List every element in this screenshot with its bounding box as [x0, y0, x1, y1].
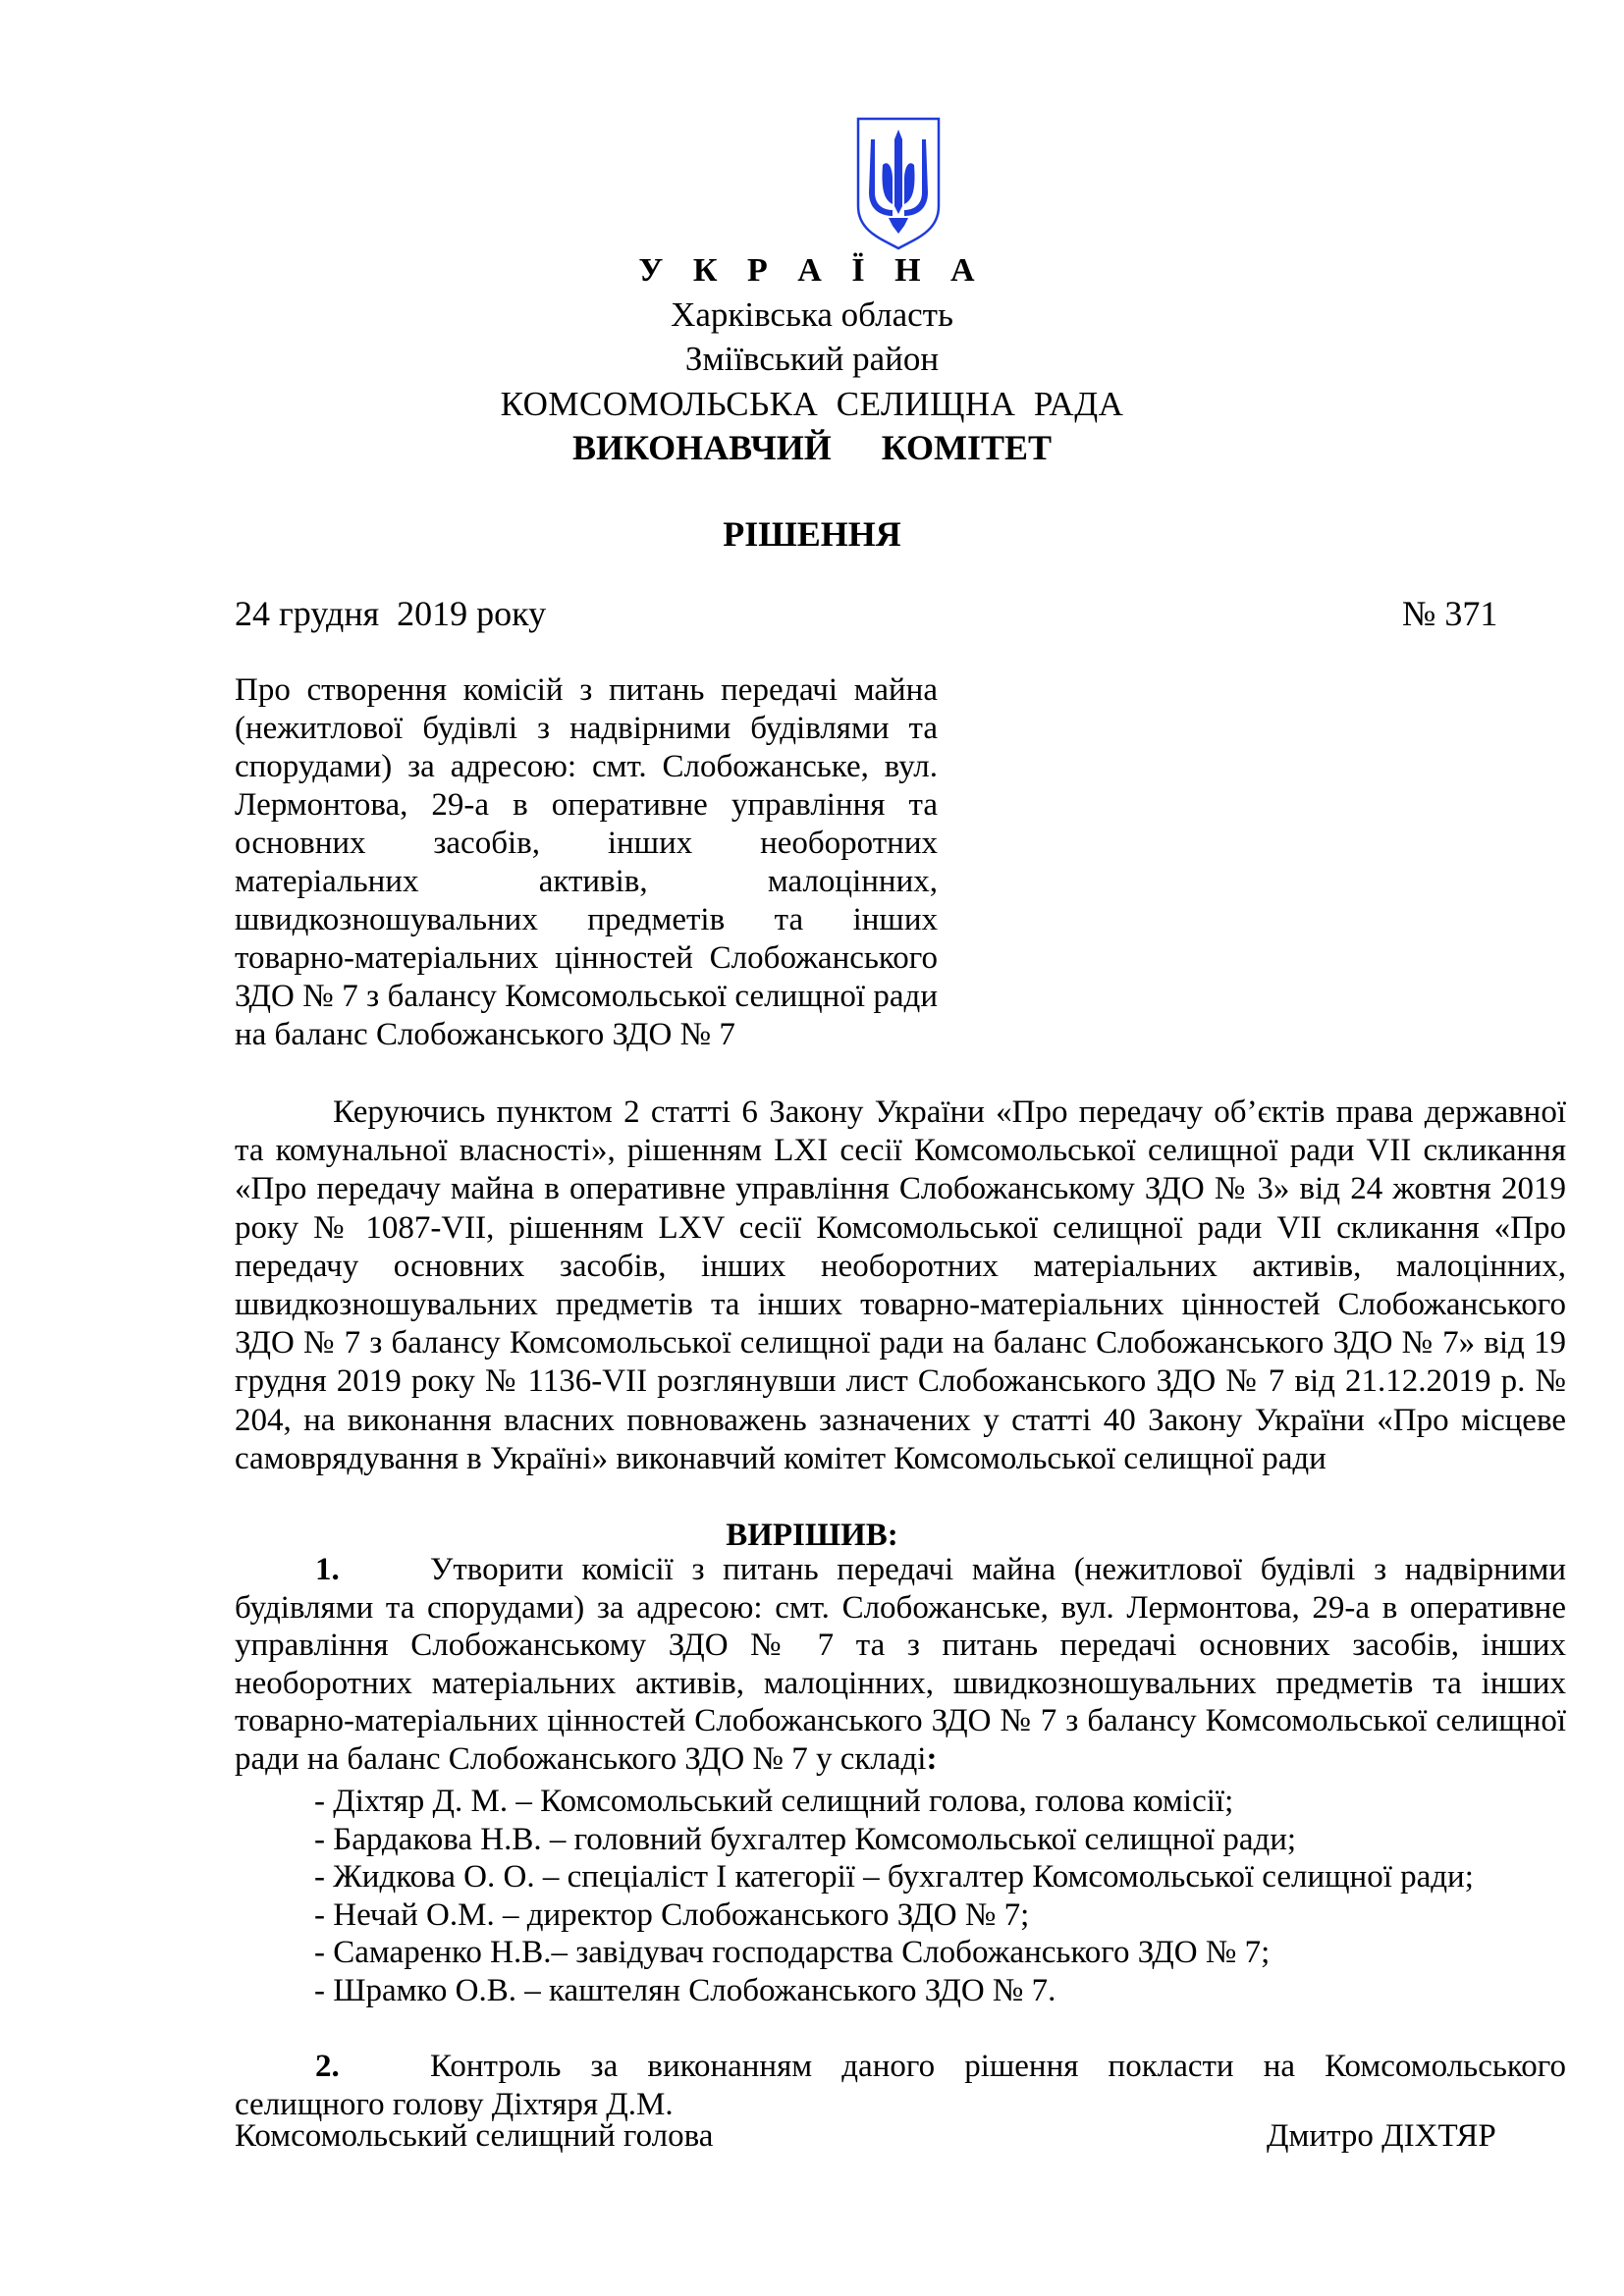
item-end-mark: :: [926, 1740, 938, 1777]
item-number: 1.: [315, 1552, 340, 1587]
decision-item-2: [235, 2048, 1566, 2123]
item-text: Контроль за виконанням даного рішення покласти на Комсомольського селищного голову Діхтяря Д.М.: [235, 2049, 1566, 2122]
list-item: - Жидкова О. О. – спеціаліст І категорії – бухгалтер Комсомольської селищної ради;: [314, 1859, 1474, 1895]
decision-item-1: [235, 1551, 1566, 1778]
list-item: - Самаренко Н.В.– завідувач господарства Слобожанського ЗДО № 7;: [314, 1935, 1271, 1970]
decided-heading: ВИРІШИВ:: [726, 1518, 898, 1553]
list-item: - Бардакова Н.В. – головний бухгалтер Комсомольської селищної ради;: [314, 1821, 1297, 1857]
decision-subject: Про створення комісій з питань передачі майна (нежитлової будівлі з надвірними будівлями та спорудами) за адресою: смт. Слобожанське, вул. Лермонтова, 29-а в оперативне управління та основних засобів, інших необоротних матеріальних активів, малоцінних, швидкозношувальних предметів та інших товарно-матеріальних цінностей Слобожанського ЗДО № 7 з балансу Комсомольської селищної ради на баланс Слобожанського ЗДО № 7: [235, 672, 938, 1052]
decision-number: № 371: [1402, 594, 1498, 633]
item-number: 2.: [315, 2049, 340, 2084]
list-item: - Нечай О.М. – директор Слобожанського ЗДО № 7;: [314, 1896, 1030, 1933]
preamble-paragraph: Керуючись пунктом 2 статті 6 Закону України «Про передачу об’єктів права державної та комунальної власності», рішенням LXI сесії Комсомольської селищної ради VII скликання «Про передачу майна в оперативне управління Слобожанському ЗДО № 3» від 24 жовтня 2019 року № 1087-VII, рішенням LXV сесії Комсомольської селищної ради VII скликання «Про передачу основних засобів, інших необоротних матеріальних активів, малоцінних, швидкозношувальних предметів та інших товарно-матеріальних цінностей Слобожанського ЗДО № 7 з балансу Комсомольської селищної ради на баланс Слобожанського ЗДО № 7» від 19 грудня 2019 року № 1136-VII розглянувши лист Слобожанського ЗДО № 7 від 21.12.2019 р. № 204, на виконання власних повноважень зазначених у статті 40 Закону України «Про місцеве самоврядування в Україні» виконавчий комітет Комсомольської селищної ради: [235, 1095, 1566, 1476]
document-type: РІШЕННЯ: [723, 514, 901, 554]
region-name: Харківська область: [671, 295, 953, 334]
country-title: У К Р А Ї Н А: [638, 252, 986, 289]
list-item: - Діхтяр Д. М. – Комсомольський селищний голова, голова комісії;: [314, 1784, 1234, 1819]
item-text: Утворити комісії з питань передачі майна (нежитлової будівлі з надвірними будівлями та спорудами) за адресою: смт. Слобожанське, вул. Лермонтова, 29-а в оперативне управління Слобожанському ЗДО № 7 та з питань передачі основних засобів, інших необоротних матеріальних активів, малоцінних, швидкозношувальних предметів та інших товарно-матеріальних цінностей Слобожанського ЗДО № 7 з балансу Комсомольської селищної ради на баланс Слобожанського ЗДО № 7 у складі: [235, 1552, 1566, 1777]
decision-date: 24 грудня 2019 року: [235, 594, 547, 633]
committee-name: ВИКОНАВЧИЙ КОМІТЕТ: [571, 428, 1053, 467]
commission-members-list: [314, 1783, 1571, 2009]
trident-coat-of-arms-icon: [855, 116, 942, 251]
signatory-title: Комсомольський селищний голова: [235, 2118, 714, 2154]
signatory-name: Дмитро ДІХТЯР: [1267, 2118, 1496, 2154]
council-name: КОМСОМОЛЬСЬКА СЕЛИЩНА РАДА: [500, 385, 1124, 423]
list-item: - Шрамко О.В. – каштелян Слобожанського ЗДО № 7.: [314, 1972, 1056, 2008]
district-name: Зміївський район: [684, 340, 940, 378]
